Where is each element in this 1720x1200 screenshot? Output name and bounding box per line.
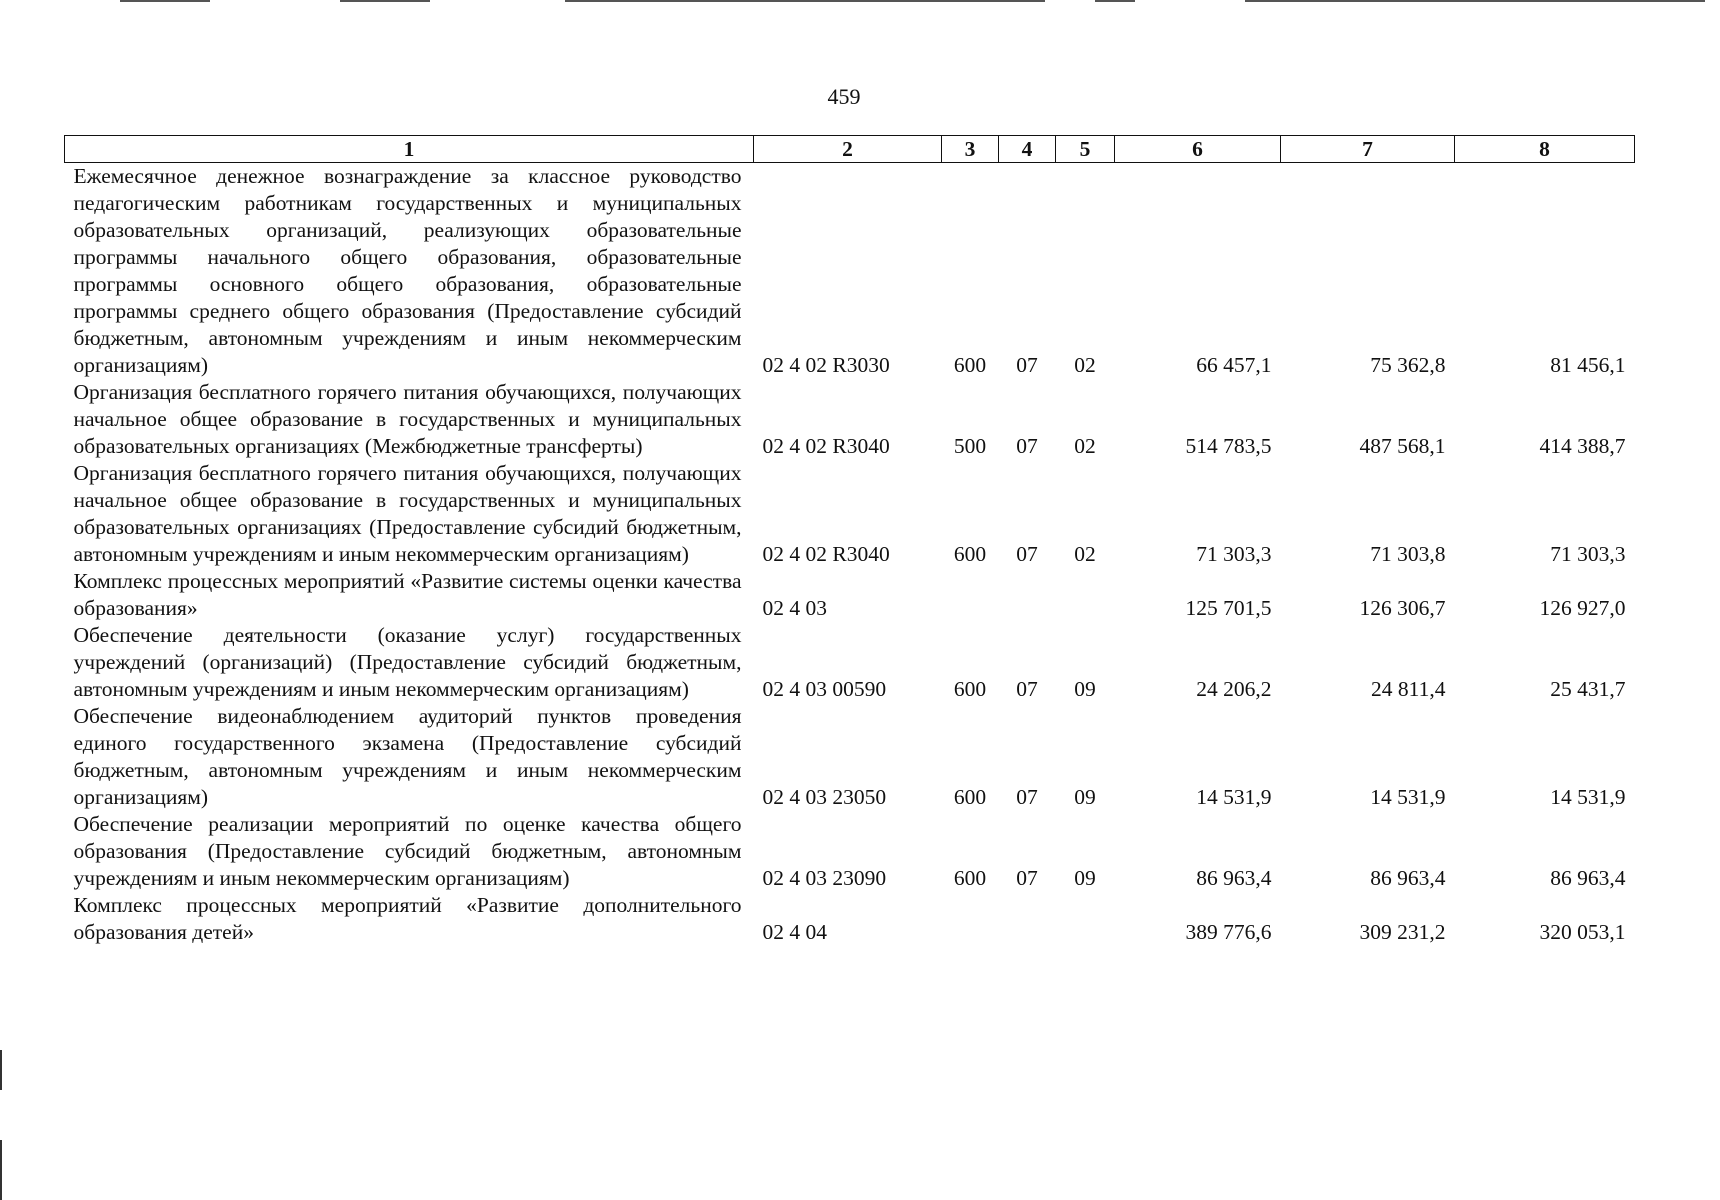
row-amount-cell: 126 306,7 (1359, 596, 1446, 620)
row-amount-cell: 25 431,7 (1550, 677, 1626, 701)
scan-margin-mark (0, 1050, 2, 1090)
row-expense-type-cell: 600 (953, 785, 987, 809)
table-row (65, 811, 1635, 892)
row-name-cell: Обеспечение видеонаблюдением аудиторий пунктов проведения единого государственного экзамена (Предоставление субсидий бюджетным, автономным учреждениям и иным некоммерческим организациям) (73, 704, 742, 809)
row-expense-type-cell (942, 892, 999, 946)
scan-edge-line (1245, 0, 1705, 2)
row-name-cell: Обеспечение деятельности (оказание услуг) государственных учреждений (организаций) (Предоставление субсидий бюджетным, автономным учреждениям и иным некоммерческим организациям) (73, 623, 742, 701)
row-amount-cell: 487 568,1 (1359, 434, 1446, 458)
row-name-cell: Ежемесячное денежное вознаграждение за классное руководство педагогическим работникам государственных и муниципальных образовательных организаций, реализующих образовательные программы начального общего образования, образовательные программы основного общего образования, образовательные программы среднего общего образования (Предоставление субсидий бюджетным, автономным учреждениям и иным некоммерческим организациям) (73, 164, 742, 377)
column-header: 2 (754, 136, 942, 163)
row-amount-cell: 86 963,4 (1196, 866, 1272, 890)
row-expense-type-cell: 600 (953, 353, 987, 377)
row-section-cell: 07 (1016, 542, 1038, 566)
row-amount-cell: 86 963,4 (1370, 866, 1446, 890)
row-section-cell (999, 568, 1056, 622)
row-amount-cell: 414 388,7 (1539, 434, 1626, 458)
row-subsection-cell: 09 (1074, 677, 1096, 701)
row-subsection-cell: 02 (1074, 434, 1096, 458)
row-amount-cell: 24 206,2 (1196, 677, 1272, 701)
scan-margin-mark (0, 1140, 2, 1200)
row-section-cell: 07 (1016, 434, 1038, 458)
row-amount-cell: 71 303,3 (1196, 542, 1272, 566)
row-subsection-cell: 02 (1074, 542, 1096, 566)
scan-edge-line (1095, 0, 1135, 2)
row-name-cell: Организация бесплатного горячего питания обучающихся, получающих начальное общее образование в государственных и муниципальных образовательных организациях (Предоставление субсидий бюджетным, автономным учреждениям и иным некоммерческим организациям) (73, 461, 742, 566)
row-code-cell: 02 4 02 R3030 (762, 353, 890, 377)
row-expense-type-cell: 600 (953, 866, 987, 890)
row-section-cell: 07 (1016, 353, 1038, 377)
row-code-cell: 02 4 02 R3040 (762, 542, 890, 566)
row-amount-cell: 71 303,3 (1550, 542, 1626, 566)
row-code-cell: 02 4 02 R3040 (762, 434, 890, 458)
row-section-cell: 07 (1016, 866, 1038, 890)
row-amount-cell: 66 457,1 (1196, 353, 1272, 377)
row-section-cell: 07 (1016, 677, 1038, 701)
table-row (65, 703, 1635, 811)
header-row (65, 136, 1635, 163)
table-row (65, 892, 1635, 946)
table-row (65, 460, 1635, 568)
table-row (65, 163, 1635, 380)
row-code-cell: 02 4 03 (762, 596, 827, 620)
row-code-cell: 02 4 03 23090 (762, 866, 887, 890)
row-name-cell: Организация бесплатного горячего питания обучающихся, получающих начальное общее образование в государственных и муниципальных образовательных организациях (Межбюджетные трансферты) (73, 380, 742, 458)
budget-table (64, 135, 1635, 946)
row-amount-cell: 14 531,9 (1196, 785, 1272, 809)
row-subsection-cell: 09 (1074, 785, 1096, 809)
row-subsection-cell: 09 (1074, 866, 1096, 890)
table-row (65, 622, 1635, 703)
row-amount-cell: 81 456,1 (1550, 353, 1626, 377)
row-amount-cell: 309 231,2 (1359, 920, 1446, 944)
row-expense-type-cell: 600 (953, 542, 987, 566)
column-header: 3 (942, 136, 999, 163)
scan-edge-line (565, 0, 1045, 2)
column-header: 1 (65, 136, 754, 163)
row-amount-cell: 320 053,1 (1539, 920, 1626, 944)
column-header: 8 (1455, 136, 1635, 163)
scan-edge-line (120, 0, 210, 2)
row-amount-cell: 14 531,9 (1370, 785, 1446, 809)
row-code-cell: 02 4 04 (762, 920, 827, 944)
row-amount-cell: 75 362,8 (1370, 353, 1446, 377)
table-row (65, 379, 1635, 460)
row-subsection-cell: 02 (1074, 353, 1096, 377)
row-amount-cell: 126 927,0 (1539, 596, 1626, 620)
table-body (65, 163, 1635, 947)
page-number: 459 (827, 84, 861, 109)
column-header: 6 (1115, 136, 1281, 163)
row-amount-cell: 14 531,9 (1550, 785, 1626, 809)
row-section-cell (999, 892, 1056, 946)
row-amount-cell: 514 783,5 (1185, 434, 1272, 458)
column-header: 4 (999, 136, 1056, 163)
column-header: 5 (1056, 136, 1115, 163)
row-code-cell: 02 4 03 23050 (762, 785, 887, 809)
column-header: 7 (1281, 136, 1455, 163)
row-expense-type-cell (942, 568, 999, 622)
row-subsection-cell (1056, 892, 1115, 946)
row-subsection-cell (1056, 568, 1115, 622)
row-amount-cell: 71 303,8 (1370, 542, 1446, 566)
row-name-cell: Обеспечение реализации мероприятий по оценке качества общего образования (Предоставление субсидий бюджетным, автономным учреждениям и иным некоммерческим организациям) (73, 812, 742, 890)
row-expense-type-cell: 500 (953, 434, 987, 458)
row-code-cell: 02 4 03 00590 (762, 677, 887, 701)
row-amount-cell: 86 963,4 (1550, 866, 1626, 890)
row-amount-cell: 125 701,5 (1185, 596, 1272, 620)
scan-edge-line (340, 0, 430, 2)
row-name-cell: Комплекс процессных мероприятий «Развитие системы оценки качества образования» (73, 569, 742, 620)
row-section-cell: 07 (1016, 785, 1038, 809)
row-amount-cell: 24 811,4 (1371, 677, 1446, 701)
row-amount-cell: 389 776,6 (1185, 920, 1272, 944)
row-name-cell: Комплекс процессных мероприятий «Развитие дополнительного образования детей» (73, 893, 742, 944)
table-row (65, 568, 1635, 622)
row-expense-type-cell: 600 (953, 677, 987, 701)
